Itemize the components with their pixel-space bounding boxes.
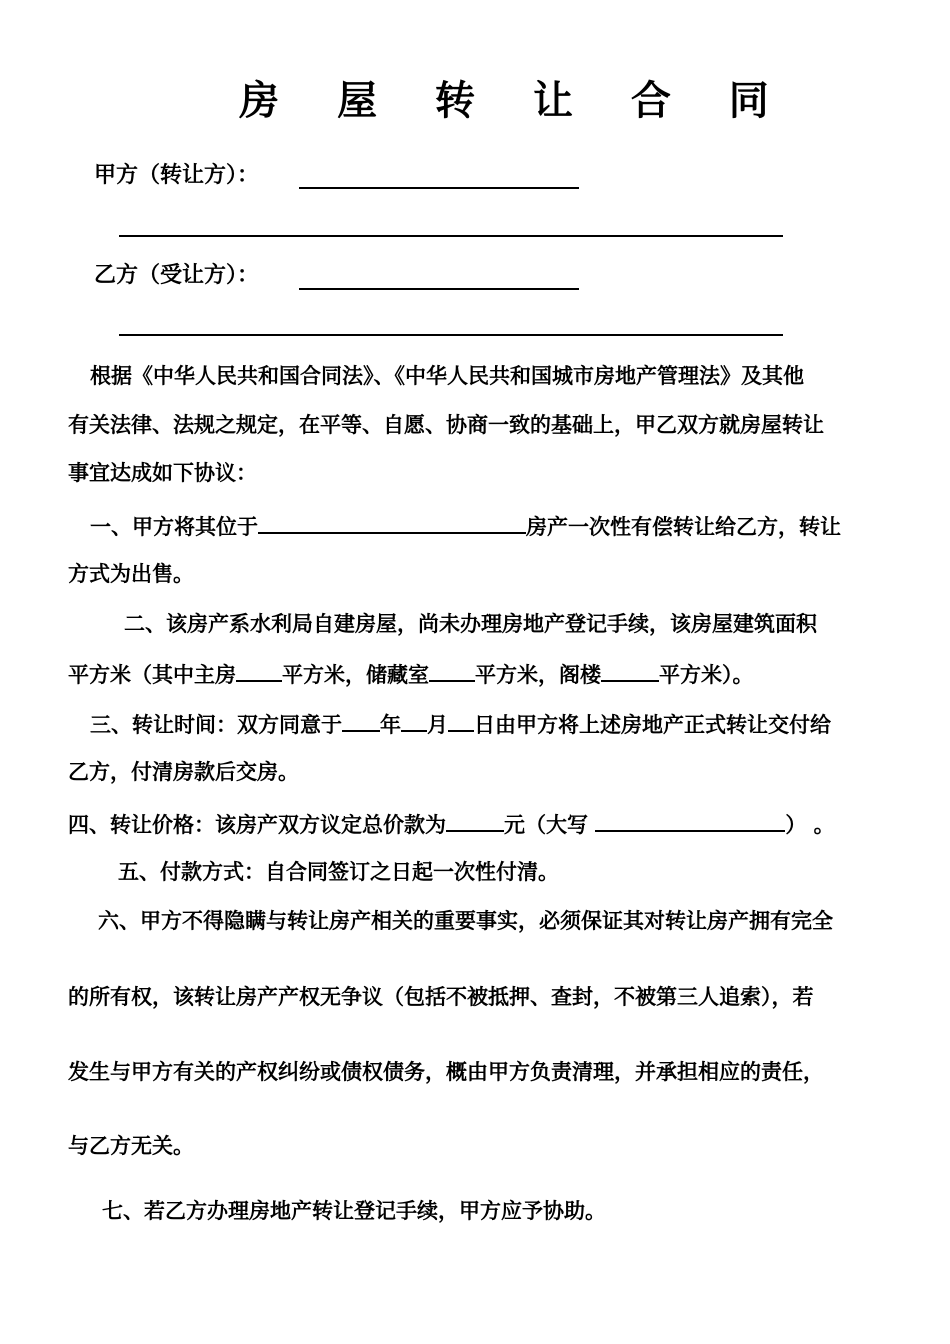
clause-3-text-d: 日由甲方将上述房地产正式转让交付给 [474,713,831,737]
clause-2-line-2 [68,658,754,690]
clause-3-text-c: 月 [427,713,448,737]
clause-4-text-a: 四、转让价格：该房产双方议定总价款为 [68,813,446,837]
clause-3-line-2: 乙方，付清房款后交房。 [68,760,299,784]
party-a-label: 甲方（转让方）： [94,163,260,188]
total-price-blank[interactable] [446,808,504,832]
clause-2-text-d: 平方米）。 [659,663,754,687]
party-b-extra-blank[interactable] [119,334,783,336]
clause-1-line-2: 方式为出售。 [68,562,194,586]
clause-7-line-1: 七、若乙方办理房地产转让登记手续，甲方应予协助。 [102,1199,606,1223]
party-b-name-blank[interactable] [299,288,579,290]
clause-4-text-b: 元（大写 [504,813,588,837]
party-b-label: 乙方（受让方）： [94,263,260,288]
clause-4-line-1 [68,808,835,840]
storage-room-area-blank[interactable] [429,658,475,682]
property-location-blank[interactable] [258,510,526,534]
preamble-line-3: 事宜达成如下协议： [68,461,257,485]
clause-2-text-a: 平方米（其中主房 [68,663,236,687]
party-a-name-blank[interactable] [299,187,579,189]
clause-6-line-2: 的所有权，该转让房产产权无争议（包括不被抵押、查封，不被第三人追索），若 [68,985,814,1009]
preamble-line-1: 根据《中华人民共和国合同法》、《中华人民共和国城市房地产管理法》及其他 [90,364,804,388]
price-in-words-blank[interactable] [595,808,785,832]
clause-3-line-1 [90,708,831,740]
clause-3-text-b: 年 [380,713,401,737]
clause-1-text-b: 房产一次性有偿转让给乙方，转让 [526,515,841,539]
attic-area-blank[interactable] [601,658,659,682]
clause-6-line-3: 发生与甲方有关的产权纠纷或债权债务，概由甲方负责清理，并承担相应的责任， [68,1060,824,1084]
transfer-month-blank[interactable] [401,708,427,732]
clause-1-text-a: 一、甲方将其位于 [90,515,258,539]
preamble-line-2: 有关法律、法规之规定，在平等、自愿、协商一致的基础上，甲乙双方就房屋转让 [68,413,824,437]
clause-6-line-4: 与乙方无关。 [68,1134,194,1158]
transfer-day-blank[interactable] [448,708,474,732]
clause-5-line-1: 五、付款方式：自合同签订之日起一次性付清。 [118,860,559,884]
clause-6-line-1: 六、甲方不得隐瞒与转让房产相关的重要事实，必须保证其对转让房产拥有完全 [98,909,833,933]
clause-3-text-a: 三、转让时间：双方同意于 [90,713,342,737]
clause-2-line-1: 二、该房产系水利局自建房屋，尚未办理房地产登记手续，该房屋建筑面积 [124,612,817,636]
clause-2-text-b: 平方米，储藏室 [282,663,429,687]
main-room-area-blank[interactable] [236,658,282,682]
clause-2-text-c: 平方米，阁楼 [475,663,601,687]
transfer-year-blank[interactable] [342,708,380,732]
clause-4-text-c: ） 。 [785,813,835,837]
clause-1-line-1 [90,510,841,542]
document-title: 房 屋 转 让 合 同 [239,78,791,124]
party-a-extra-blank[interactable] [119,235,783,237]
